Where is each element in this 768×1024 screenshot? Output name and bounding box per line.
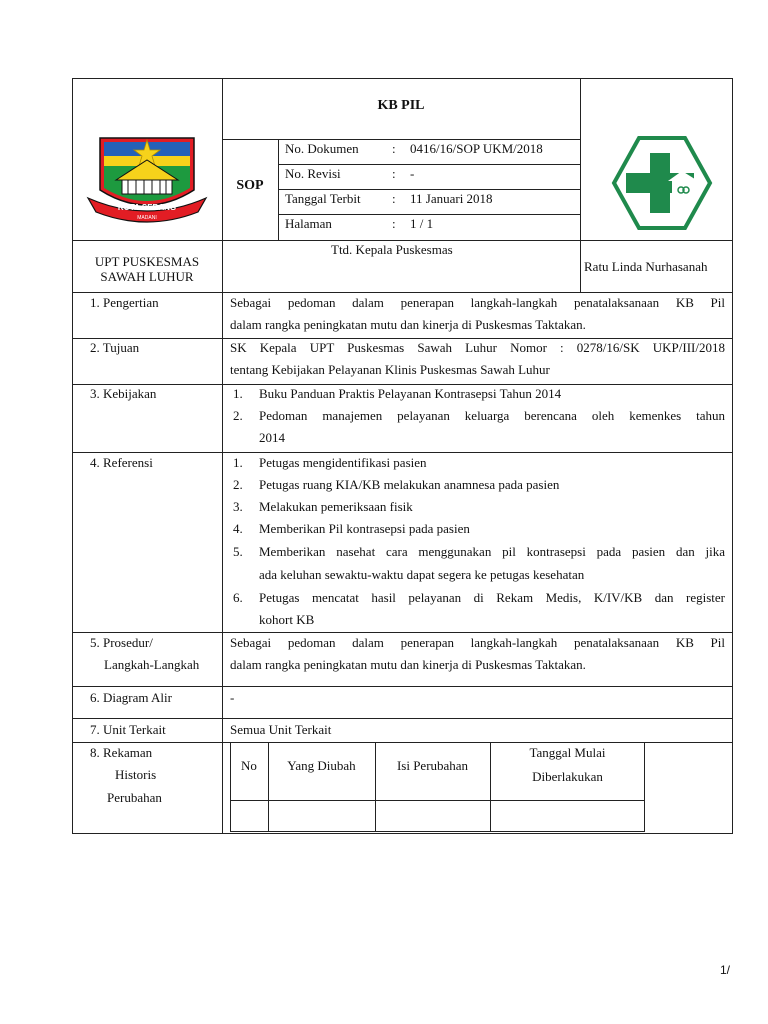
list-item: Petugas ruang KIA/KB melakukan anamnesa pada pasien bbox=[259, 477, 560, 492]
revision-table-divider bbox=[268, 742, 269, 832]
document-title: KB PIL bbox=[377, 98, 425, 113]
prosedur-line: Sebagai pedoman dalam penerapan langkah-langkah penatalaksanaan KB Pil bbox=[230, 635, 725, 650]
row-divider bbox=[72, 632, 733, 633]
row-divider bbox=[222, 139, 580, 140]
revision-col-isi-perubahan: Isi Perubahan bbox=[396, 758, 469, 773]
org-name-line2: SAWAH LUHUR bbox=[100, 269, 194, 284]
revision-col-yang-diubah: Yang Diubah bbox=[287, 758, 356, 773]
list-item: kohort KB bbox=[259, 612, 315, 627]
meta-value-halaman: 1 / 1 bbox=[410, 216, 434, 231]
page-number: 1/ bbox=[720, 963, 731, 977]
list-number: 3. bbox=[233, 499, 243, 514]
meta-colon: : bbox=[392, 216, 396, 231]
list-item: Petugas mencatat hasil pelayanan di Rekam Medis, K/IV/KB dan register bbox=[259, 590, 725, 605]
meta-label-no-revisi: No. Revisi bbox=[285, 166, 341, 181]
section-label-rekaman-sub: Perubahan bbox=[107, 790, 162, 805]
meta-colon: : bbox=[392, 141, 396, 156]
tujuan-line: SK Kepala UPT Puskesmas Sawah Luhur Nomor : 0278/16/SK UKP/III/2018 bbox=[230, 340, 725, 355]
list-number: 1. bbox=[233, 386, 243, 401]
pengertian-line: Sebagai pedoman dalam penerapan langkah-langkah penatalaksanaan KB Pil bbox=[230, 295, 725, 310]
logo-subtext: MADANI bbox=[137, 215, 157, 221]
diagram-value: - bbox=[230, 690, 235, 705]
section-label-pengertian: 1. Pengertian bbox=[90, 295, 159, 310]
tujuan-line: tentang Kebijakan Pelayanan Klinis Puskesmas Sawah Luhur bbox=[230, 362, 550, 377]
row-divider bbox=[278, 189, 580, 190]
list-item: Petugas mengidentifikasi pasien bbox=[259, 455, 427, 470]
signature-label: Ttd. Kepala Puskesmas bbox=[331, 242, 453, 257]
row-divider bbox=[72, 240, 733, 241]
list-item: Pedoman manajemen pelayanan keluarga berencana oleh kemenkes tahun bbox=[259, 408, 725, 423]
row-divider bbox=[72, 384, 733, 385]
puskesmas-logo bbox=[610, 135, 714, 231]
col-divider bbox=[278, 139, 279, 240]
kota-serang-logo bbox=[86, 128, 208, 224]
row-divider bbox=[278, 214, 580, 215]
sop-label: SOP bbox=[236, 178, 264, 193]
section-label-tujuan: 2. Tujuan bbox=[90, 340, 140, 355]
list-item: Buku Panduan Praktis Pelayanan Kontrasepsi Tahun 2014 bbox=[259, 386, 562, 401]
col-divider bbox=[580, 78, 581, 292]
meta-label-halaman: Halaman bbox=[285, 216, 332, 231]
unit-value: Semua Unit Terkait bbox=[230, 722, 332, 737]
meta-colon: : bbox=[392, 191, 396, 206]
revision-table-divider bbox=[230, 800, 645, 801]
row-divider bbox=[72, 686, 733, 687]
revision-col-tanggal-sub: Diberlakukan bbox=[532, 769, 603, 784]
row-divider bbox=[72, 292, 733, 293]
list-item: Memberikan nasehat cara menggunakan pil kontrasepsi pada pasien dan jika bbox=[259, 544, 725, 559]
section-label-diagram: 6. Diagram Alir bbox=[90, 690, 172, 705]
list-number: 2. bbox=[233, 408, 243, 423]
section-label-kebijakan: 3. Kebijakan bbox=[90, 386, 157, 401]
row-divider bbox=[72, 452, 733, 453]
meta-label-tanggal-terbit: Tanggal Terbit bbox=[285, 191, 361, 206]
list-item: Melakukan pemeriksaan fisik bbox=[259, 499, 413, 514]
revision-col-tanggal: Tanggal Mulai bbox=[529, 745, 606, 760]
pengertian-line: dalam rangka peningkatan mutu dan kinerja di Puskesmas Taktakan. bbox=[230, 317, 586, 332]
section-label-prosedur: 5. Prosedur/ bbox=[90, 635, 153, 650]
list-number: 5. bbox=[233, 544, 243, 559]
meta-value-no-revisi: - bbox=[410, 166, 415, 181]
meta-colon: : bbox=[392, 166, 396, 181]
revision-table-divider bbox=[375, 742, 376, 832]
section-label-prosedur-sub: Langkah-Langkah bbox=[104, 657, 200, 672]
meta-value-no-dokumen: 0416/16/SOP UKM/2018 bbox=[410, 141, 543, 156]
section-label-rekaman-sub: Historis bbox=[115, 767, 157, 782]
meta-label-no-dokumen: No. Dokumen bbox=[285, 141, 359, 156]
list-number: 2. bbox=[233, 477, 243, 492]
revision-col-no: No bbox=[241, 758, 257, 773]
row-divider bbox=[278, 164, 580, 165]
meta-value-tanggal-terbit: 11 Januari 2018 bbox=[410, 191, 493, 206]
list-number: 4. bbox=[233, 521, 243, 536]
logo-text: KOTA SERANG bbox=[117, 203, 177, 212]
list-number: 6. bbox=[233, 590, 243, 605]
list-item: Memberikan Pil kontrasepsi pada pasien bbox=[259, 521, 470, 536]
list-number: 1. bbox=[233, 455, 243, 470]
list-item: 2014 bbox=[259, 430, 285, 445]
row-divider bbox=[72, 718, 733, 719]
section-label-rekaman: 8. Rekaman bbox=[90, 745, 153, 760]
org-name-line1: UPT PUSKESMAS bbox=[94, 254, 200, 269]
head-name: Ratu Linda Nurhasanah bbox=[584, 259, 708, 274]
row-divider bbox=[72, 338, 733, 339]
section-label-unit: 7. Unit Terkait bbox=[90, 722, 166, 737]
prosedur-line: dalam rangka peningkatan mutu dan kinerja di Puskesmas Taktakan. bbox=[230, 657, 586, 672]
section-label-referensi: 4. Referensi bbox=[90, 455, 153, 470]
list-item: ada keluhan sewaktu-waktu dapat segera ke petugas kesehatan bbox=[259, 567, 585, 582]
